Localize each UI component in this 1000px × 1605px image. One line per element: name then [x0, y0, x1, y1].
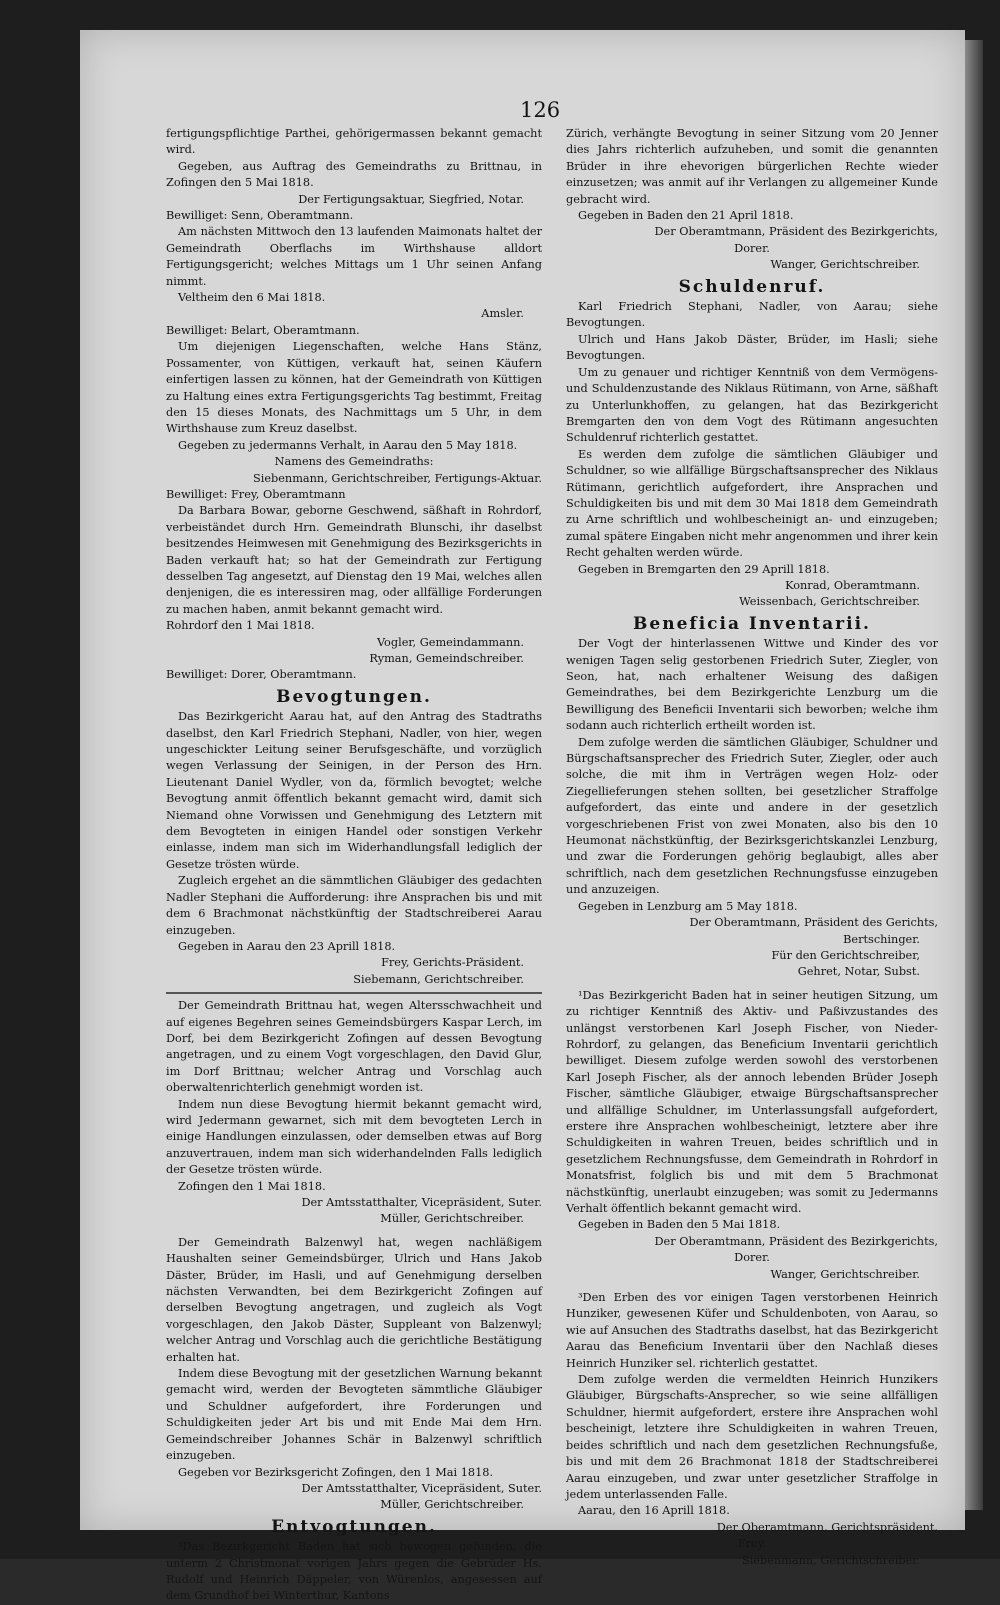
right-column-paragraph: ³Den Erben des vor einigen Tagen verstorbenen Heinrich Hunziker, gewesenen Küfer und Schuldenboten, von Aarau, so wie auf Ansuchen des Stadtraths daselbst, hat das Bezirkgericht Aarau das Beneficium Inventarii über den Nachlaß dieses Heinrich Hunziker sel. richterlich gestattet. — [566, 1291, 938, 1370]
right-column-paragraph: Um zu genauer und richtiger Kenntniß von dem Vermögens- und Schuldenzustande des Niklaus Rütimann, von Arne, säßhaft zu Unterlunkhoffen, zu gelangen, hat das Bezirkgericht Bremgarten den von dem Vogt des Rütimann angesuchten Schuldenruf richterlich gestattet. — [566, 365, 938, 445]
paper-edge — [965, 40, 983, 1510]
left-column-paragraph: Namens des Gemeindraths: — [274, 455, 434, 469]
left-column-paragraph: Gegeben vor Bezirksgericht Zofingen, den 1 Mai 1818. — [178, 1465, 494, 1479]
left-column-paragraph: Bewilliget: Belart, Oberamtmann. — [166, 323, 360, 337]
right-column-paragraph: ¹Das Bezirkgericht Baden hat in seiner heutigen Sitzung, um zu richtiger Kenntniß des Aktiv- und Paßivzustandes des unlängst verstorbenen Karl Joseph Fischer, von Nieder-Rohrdorf, zu gelangen, das Beneficium Inventarii gerichtlich bewilliget. Diesem zufolge werden sowohl des verstorbenen Karl Joseph Fischer, als der annoch lebenden Brüder Joseph Fischer, sämtliche Gläubiger, etwaige Bürgschaftsansprecher und allfällige Schuldner, im Unterlassungsfall aufgefordert, erstere ihre Ansprachen wohlbescheinigt, letztere aber ihre Schuldigkeiten in wahren Treuen, beides schriftlich und in gesetzlichem Rechnungsfusse, dem Gemeindrath in Rohrdorf in Monatsfrist, folglich bis und mit dem 5 Brachmonat nächstkünftig, unerlaubt einzugeben; was somit zu Jedermanns Verhalt öffentlich bekannt gemacht wird. — [566, 988, 938, 1215]
right-column-paragraph: Es werden dem zufolge die sämtlichen Gläubiger und Schuldner, so wie allfällige Bürgschaftsansprecher des Niklaus Rütimann, gerichtlich aufgefordert, ihre Ansprachen und Schuldigkeiten bis und mit dem 30 Mai 1818 dem Gemeindrath zu Arne schriftlich und wohlbescheinigt an- und einzugeben; zumal spätere Eingaben nicht mehr angenommen und ihrer kein Recht gehalten werden würde. — [566, 447, 938, 560]
left-column-paragraph: Gegeben zu jedermanns Verhalt, in Aarau den 5 May 1818. — [178, 438, 518, 452]
left-column-paragraph: Gegeben in Aarau den 23 Aprill 1818. — [178, 939, 396, 953]
section-heading: Schuldenruf. — [678, 276, 826, 297]
right-column-paragraph: Wanger, Gerichtschreiber. — [770, 258, 920, 272]
right-column-paragraph: Wanger, Gerichtschreiber. — [770, 1267, 920, 1281]
left-column-paragraph: Der Fertigungsaktuar, Siegfried, Notar. — [298, 192, 524, 206]
left-column-paragraph: ³Das Bezirkgericht Baden hat sich bewogen gefunden, die unterm 2 Christmonat vorigen Jahrs gegen die Gebrüder Hs. Rudolf und Heinrich Däppeler, von Würenlos, angesessen auf dem Grundhof bei Winterthur, Kantons — [166, 1540, 542, 1603]
page-number: 126 — [520, 98, 561, 122]
right-column-paragraph: Dorer. — [734, 241, 770, 255]
left-column-paragraph: Siebenmann, Gerichtschreiber, Fertigungs-Aktuar. — [252, 471, 542, 485]
left-column-paragraph: Der Gemeindrath Balzenwyl hat, wegen nachläßigem Haushalten seiner Gemeindsbürger, Ulrich und Hans Jakob Däster, Brüder, im Hasli, und auf Genehmigung derselben nächsten Verwandten, bei dem Bezirkgericht Zofingen auf derselben Bevogtung angetragen, und zugleich als Vogt vorgeschlagen, den Jakob Däster, Suppleant von Balzenwyl; welcher Antrag und Vorschlag auch die gerichtliche Bestätigung erhalten hat. — [166, 1235, 542, 1364]
left-column-paragraph: Der Amtsstatthalter, Vicepräsident, Suter. — [301, 1196, 542, 1209]
left-column-paragraph: Müller, Gerichtschreiber. — [380, 1212, 524, 1226]
right-column — [566, 126, 938, 1569]
left-column-paragraph: Veltheim den 6 Mai 1818. — [178, 291, 326, 305]
left-column-paragraph: Zofingen den 1 Mai 1818. — [178, 1179, 326, 1193]
right-column-paragraph: Bertschinger. — [843, 932, 920, 946]
right-column-paragraph: Für den Gerichtschreiber, — [771, 948, 920, 962]
right-column-paragraph: Ulrich und Hans Jakob Däster, Brüder, im Hasli; siehe Bevogtungen. — [566, 332, 938, 363]
right-column-paragraph: Aarau, den 16 Aprill 1818. — [578, 1504, 730, 1518]
right-column-paragraph: Der Oberamtmann, Gerichtspräsident, — [716, 1520, 938, 1534]
left-column-paragraph: Frey, Gerichts-Präsident. — [381, 956, 524, 970]
right-column-paragraph: Konrad, Oberamtmann. — [785, 578, 920, 592]
left-column-paragraph: Amsler. — [481, 307, 524, 321]
left-column-paragraph: Das Bezirkgericht Aarau hat, auf den Antrag des Stadtraths daselbst, den Karl Friedrich Stephani, Nadler, von hier, wegen ungeschickter Leitung seiner Berufsgeschäfte, und vorzüglich wegen Verlassung der Seinigen, in der Person des Hrn. Lieutenant Daniel Wydler, von da, förmlich bevogtet; welche Bevogtung anmit öffentlich bekannt gemacht wird, damit sich Niemand ohne Vorwissen und Genehmigung des Letztern mit dem Bevogteten in einigen Handel oder sonstigen Verkehr einlasse, indem man sich im Widerhandlungsfall lediglich der Gesetze trösten würde. — [166, 710, 542, 871]
right-column-paragraph: Dorer. — [734, 1251, 770, 1265]
right-column-paragraph: Gegeben in Bremgarten den 29 Aprill 1818. — [578, 562, 830, 576]
left-column-paragraph: Siebemann, Gerichtschreiber. — [353, 972, 524, 986]
left-column-paragraph: Gegeben, aus Auftrag des Gemeindraths zu Brittnau, in Zofingen den 5 Mai 1818. — [166, 159, 542, 190]
right-column-paragraph: Der Vogt der hinterlassenen Wittwe und Kinder des vor wenigen Tagen selig gestorbenen Friedrich Suter, Ziegler, von Seon, hat, nach erhaltener Weisung des daßigen Gemeindrathes, bei dem Bezirkgerichte Lenzburg um die Bewilligung des Beneficii Inventarii sich beworben; welche ihm sodann auch richterlich ertheilt worden ist. — [566, 637, 938, 733]
right-column-paragraph: Dem zufolge werden die vermeldten Heinrich Hunzikers Gläubiger, Bürgschafts-Ansprecher, so wie seine allfälligen Schuldner, hiermit aufgefordert, erstere ihre Ansprachen wohl bescheinigt, letztere ihre Schuldigkeiten in wahren Treuen, beides schriftlich und nach dem gesetzlichen Rechnungsfuße, bis und mit dem 26 Brachmonat 1818 der Stadtschreiberei Aarau einzugeben, und zwar unter gesetzlicher Straffolge in jedem unterlassenden Falle. — [566, 1373, 938, 1501]
left-column-paragraph: Zugleich ergehet an die sämmtlichen Gläubiger des gedachten Nadler Stephani die Aufforderung: ihre Ansprachen bis und mit dem 6 Brachmonat nächstkünftig der Stadtschreiberei Aarau einzugeben. — [166, 874, 542, 937]
spacer — [566, 1283, 938, 1290]
right-column-paragraph: Siebenmann, Gerichtschreiber. — [741, 1553, 920, 1567]
left-column-paragraph: Indem diese Bevogtung mit der gesetzlichen Warnung bekannt gemacht wird, werden der Bevogteten sämmtliche Gläubiger und Schuldner aufgefordert, ihre Forderungen und Schuldigkeiten jeder Art bis und mit Ende Mai dem Hrn. Gemeindschreiber Johannes Schär in Balzenwyl schriftlich einzugeben. — [166, 1367, 542, 1463]
right-column-paragraph: Frey. — [737, 1537, 767, 1551]
right-column-paragraph: Der Oberamtmann, Präsident des Bezirkgerichts, — [654, 225, 938, 239]
right-column-paragraph: Dem zufolge werden die sämtlichen Gläubiger, Schuldner und Bürgschaftsansprecher des Friedrich Suter, Ziegler, oder auch solche, die mit ihm in Verträgen wegen Holz- oder Ziegellieferungen stehen sollten, bei gesetzlicher Straffolge aufgefordert, das einte und andere in der gesetzlich vorgeschriebenen Frist von zwei Monaten, also bis den 10 Heumonat nächstkünftig, der Bezirksgerichtskanzlei Lenzburg, und zwar die Forderungen gehörig beglaubigt, alles aber schriftlich, nach dem gesetzlichen Rechnungsfusse einzugeben und anzuzeigen. — [566, 735, 938, 897]
left-column-paragraph: Ryman, Gemeindschreiber. — [369, 652, 524, 665]
spacer — [166, 1228, 542, 1235]
left-column — [166, 126, 542, 1605]
left-column-paragraph: Vogler, Gemeindammann. — [376, 635, 524, 649]
left-column-paragraph: Am nächsten Mittwoch den 13 laufenden Maimonats haltet der Gemeindrath Oberflachs im Wirthshause alldort Fertigungsgericht; welches Mittags um 1 Uhr seinen Anfang nimmt. — [166, 225, 542, 288]
right-column-paragraph: Zürich, verhängte Bevogtung in seiner Sitzung vom 20 Jenner dies Jahrs richterlich aufzuheben, und somit die genannten Brüder in ihre ehevorigen bürgerlichen Rechte wieder einzusetzen; was anmit auf ihr Verlangen zu allgemeiner Kunde gebracht wird. — [566, 127, 938, 206]
left-column-paragraph: Bewilliget: Frey, Oberamtmann — [166, 487, 346, 501]
left-column-paragraph: Bewilliget: Senn, Oberamtmann. — [166, 209, 354, 223]
section-heading: Beneficia Inventarii. — [633, 613, 871, 634]
left-column-paragraph: Der Gemeindrath Brittnau hat, wegen Altersschwachheit und auf eigenes Begehren seines Gemeindsbürgers Kaspar Lerch, im Dorf, bei dem Bezirkgericht Zofingen auf dessen Bevogtung angetragen, und zu einem Vogt vorgeschlagen, den David Glur, im Dorf Brittnau; welcher Antrag und Vorschlag auch oberwaltenrichterlich genehmigt worden ist. — [166, 999, 542, 1095]
separator-rule — [166, 992, 542, 994]
left-column-paragraph: Rohrdorf den 1 Mai 1818. — [166, 619, 315, 633]
right-column-paragraph: Der Oberamtmann, Präsident des Bezirkgerichts, — [654, 1234, 938, 1248]
right-column-paragraph: Weissenbach, Gerichtschreiber. — [739, 595, 920, 609]
spacer — [566, 981, 938, 988]
right-column-paragraph: Gegeben in Lenzburg am 5 May 1818. — [578, 899, 798, 913]
left-column-paragraph: Um diejenigen Liegenschaften, welche Hans Stänz, Possamenter, von Küttigen, verkauft hat, seinen Käufern einfertigen lassen zu können, hat der Gemeindrath von Küttigen zu Haltung eines extra Fertigungsgerichts Tag bestimmt, Freitag den 15 dieses Monats, des Nachmittags um 5 Uhr, in dem Wirthshause zum Kreuz daselbst. — [166, 340, 542, 436]
left-column-paragraph: Müller, Gerichtschreiber. — [380, 1498, 524, 1512]
section-heading: Entvogtungen. — [271, 1516, 437, 1537]
right-column-paragraph: Gegeben in Baden den 21 April 1818. — [578, 209, 794, 223]
right-column-paragraph: Gehret, Notar, Subst. — [797, 965, 920, 979]
left-column-paragraph: Indem nun diese Bevogtung hiermit bekannt gemacht wird, wird Jedermann gewarnet, sich mit dem bevogteten Lerch in einige Handlungen einzulassen, oder demselben etwas auf Borg anzuvertrauen, indem man sich widerhandelnden Falls lediglich der Gesetze trösten würde. — [166, 1097, 542, 1177]
right-column-paragraph: Karl Friedrich Stephani, Nadler, von Aarau; siehe Bevogtungen. — [566, 300, 938, 330]
left-column-paragraph: Da Barbara Bowar, geborne Geschwend, säßhaft in Rohrdorf, verbeiständet durch Hrn. Gemeindrath Blunschi, ihr daselbst besitzendes Heimwesen mit Genehmigung des Bezirksgerichts in Baden verkauft hat; so hat der Gemeindrath zur Fertigung desselben Tag angesetzt, auf Dienstag den 19 Mai, welches allen denjenigen, die es interessiren mag, oder allfällige Forderungen zu machen haben, anmit bekannt gemacht wird. — [166, 504, 542, 616]
section-heading: Bevogtungen. — [276, 686, 432, 707]
right-column-paragraph: Gegeben in Baden den 5 Mai 1818. — [578, 1218, 781, 1232]
left-column-paragraph: Der Amtsstatthalter, Vicepräsident, Suter. — [301, 1481, 542, 1495]
right-column-paragraph: Der Oberamtmann, Präsident des Gerichts, — [689, 916, 938, 930]
left-column-paragraph: fertigungspflichtige Parthei, gehörigermassen bekannt gemacht wird. — [166, 127, 542, 157]
left-column-paragraph: Bewilliget: Dorer, Oberamtmann. — [166, 668, 357, 682]
